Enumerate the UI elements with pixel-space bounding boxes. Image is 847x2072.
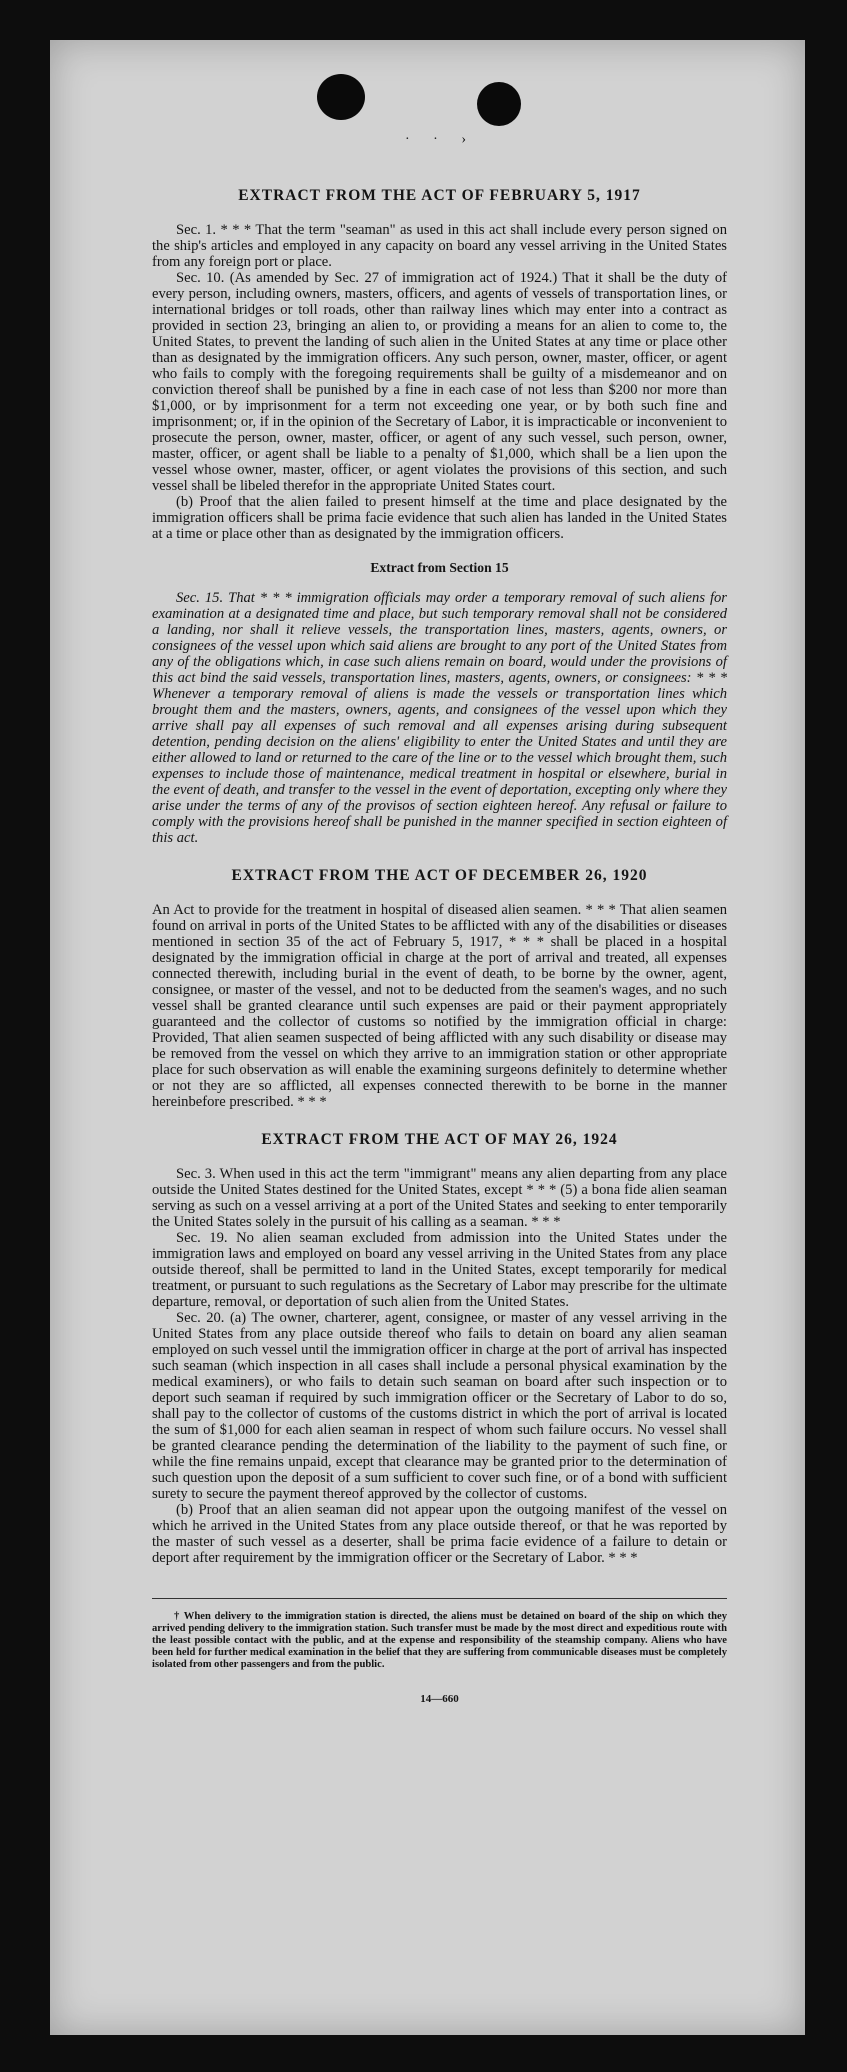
paragraph-sec-10: Sec. 10. (As amended by Sec. 27 of immigration act of 1924.) That it shall be the duty of every person, including owners, masters, officers, and agents of vessels of transportation lines, or international bridges or toll roads, other than railway lines which may enter into a contract as provided in section 23, bringing an alien to, or providing a means for an alien to come to, the United States, to prevent the landing of such alien in the United States at any time or place other than as designated by the immigration officers. Any such person, owner, master, officer, or agent who fails to comply with the foregoing requirements shall be guilty of a misdemeanor and on conviction thereof shall be punished by a fine in each case of not less than $200 nor more than $1,000, or by imprisonment for a term not exceeding one year, or by both such fine and imprisonment; or, if in the opinion of the Secretary of Labor, it is impracticable or inconvenient to prosecute the person, owner, master, officer, or agent of any such vessel, such person, owner, master, officer, or agent shall be liable to a penalty of $1,000, which shall be a lien upon the vessel whose owner, master, officer, or agent violates the provisions of this section, and such vessel shall be libeled therefor in the appropriate United States court.: [152, 270, 727, 494]
punch-hole: [477, 82, 521, 126]
paragraph-sec-19: Sec. 19. No alien seaman excluded from admission into the United States under the immigration laws and employed on board any vessel arriving in the United States from any place outside thereof, shall be permitted to land in the United States, except temporarily for medical treatment, or pursuant to such regulations as the Secretary of Labor may prescribe for the ultimate departure, removal, or deportation of such alien from the United States.: [152, 1230, 727, 1310]
paragraph-sec-3: Sec. 3. When used in this act the term "immigrant" means any alien departing from any place outside the United States destined for the United States, except * * * (5) a bona fide alien seaman serving as such on a vessel arriving at a port of the United States and seeking to enter temporarily the United States solely in the pursuit of his calling as a seaman. * * *: [152, 1166, 727, 1230]
document-page: [50, 40, 805, 2035]
subsection-title-sec-15: Extract from Section 15: [370, 560, 509, 575]
section-title-dec-1920: EXTRACT FROM THE ACT OF DECEMBER 26, 1920: [231, 867, 648, 884]
footnote-text: † When delivery to the immigration station is directed, the aliens must be detained on board of the ship on which they arrived pending delivery to the immigration station. Such transfer must be made by the most direct and expeditious route with the least possible contact with the public, and at the expense and responsibility of the steamship company. Aliens who have been held for further medical examination in the belief that they are suffering from communicable diseases must be completely isolated from other passengers and from the public.: [152, 1611, 727, 1670]
document-body: [152, 188, 727, 1707]
section-title-feb-1917: EXTRACT FROM THE ACT OF FEBRUARY 5, 1917: [238, 187, 641, 204]
page-number: 14—660: [420, 1693, 459, 1705]
section-title-may-1924: EXTRACT FROM THE ACT OF MAY 26, 1924: [261, 1131, 618, 1148]
paragraph-sec-20b: (b) Proof that an alien seaman did not appear upon the outgoing manifest of the vessel on which he arrived in the United States from any place outside thereof, or that he was reported by the master of such vessel as a deserter, shall be prima facie evidence of a failure to detain or deport after requirement by the immigration officer or the Secretary of Labor. * * *: [152, 1502, 727, 1566]
paragraph-sec-20a: Sec. 20. (a) The owner, charterer, agent, consignee, or master of any vessel arriving in the United States from any place outside thereof who fails to detain on board any alien seaman employed on such vessel until the immigration officer in charge at the port of arrival has inspected such seaman (which inspection in all cases shall include a personal physical examination by the medical examiners), or who fails to detain such seaman on board after such inspection or to deport such seaman if required by such immigration officer or the Secretary of Labor to do so, shall pay to the collector of customs of the customs district in which the port of arrival is located the sum of $1,000 for each alien seaman in respect of whom such failure occurs. No vessel shall be granted clearance pending the determination of the liability to the payment of such fine, or while the fine remains unpaid, except that clearance may be granted prior to the determination of such question upon the deposit of a sum sufficient to cover such fine, or of a bond with sufficient surety to secure the payment thereof approved by the collector of customs.: [152, 1310, 727, 1502]
paragraph-1920-act: An Act to provide for the treatment in hospital of diseased alien seamen. * * * That alien seamen found on arrival in ports of the United States to be afflicted with any of the disabilities or diseases mentioned in section 35 of the act of February 5, 1917, * * * shall be placed in a hospital designated by the immigration official in charge at the port of arrival and treated, all expenses connected therewith, including burial in the event of death, to be borne by the owner, agent, consignee, or master of the vessel, and not to be deducted from the seamen's wages, and no such vessel shall be granted clearance until such expenses are paid or their payment appropriately guaranteed and the collector of customs so notified by the immigration official in charge: Provided, That alien seamen suspected of being afflicted with any such disability or disease may be removed from the vessel on which they arrive to an immigration station or other appropriate place for such observation as will enable the examining surgeons definitely to determine whether or not they are so afflicted, all expenses connected therewith to be borne in the manner hereinbefore prescribed. * * *: [152, 902, 727, 1110]
paragraph-sec-1: Sec. 1. * * * That the term "seaman" as used in this act shall include every person signed on the ship's articles and employed in any capacity on board any vessel arriving in the United States from any foreign port or place.: [152, 222, 727, 270]
paragraph-proof-b: (b) Proof that the alien failed to present himself at the time and place designated by the immigration officers shall be prima facie evidence that such alien has landed in the United States at a time or place other than as designated by the immigration officers.: [152, 494, 727, 542]
paragraph-sec-15: Sec. 15. That * * * immigration officials may order a temporary removal of such aliens for examination at a designated time and place, but such temporary removal shall not be considered a landing, nor shall it relieve vessels, the transportation lines, masters, agents, owners, or consignees of the vessel upon which said aliens are brought to any port of the United States from any of the obligations which, in case such aliens remain on board, would under the provisions of this act bind the said vessels, transportation lines, masters, agents, owners, or consignees: * * * Whenever a temporary removal of aliens is made the vessels or transportation lines which brought them and the masters, owners, agents, and consignees of the vessel upon which they arrive shall pay all expenses of such removal and all expenses arising during subsequent detention, pending decision on the aliens' eligibility to enter the United States and until they are either allowed to land or returned to the care of the line or to the vessel which brought them, such expenses to include those of maintenance, medical treatment in hospital or elsewhere, burial in the event of death, and transfer to the vessel in the event of deportation, excepting only where they arise under the terms of any of the provisos of section eighteen hereof. Any refusal or failure to comply with the provisions hereof shall be punished in the manner specified in section eighteen of this act.: [152, 590, 727, 846]
footnote: [152, 1598, 727, 1671]
punch-hole: [317, 74, 365, 120]
stray-marks: · · ›: [405, 132, 476, 147]
